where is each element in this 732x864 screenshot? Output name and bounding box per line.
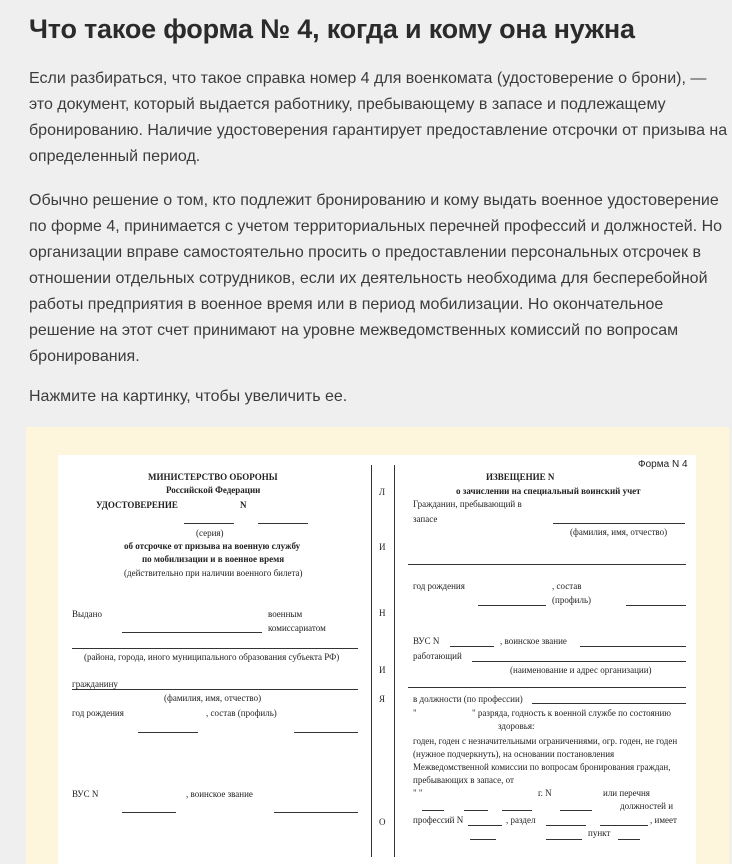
validity-note: (действительно при наличии военного билета) [124, 568, 303, 578]
right-composition-line [626, 605, 686, 606]
article-title: Что такое форма № 4, когда и кому она нужна [29, 14, 635, 44]
reserve-label: запасе [413, 514, 438, 524]
professions-label: профессий N [413, 815, 464, 825]
right-rank-label: , воинское звание [500, 636, 567, 646]
rank-label: , воинское звание [186, 789, 253, 799]
org-caption: (наименование и адрес организации) [510, 665, 652, 675]
vus-line [122, 812, 176, 813]
cut-letter-5: Я [379, 694, 386, 704]
right-profile-caption: (профиль) [552, 595, 592, 605]
category-label: " разряда, годность к военной службе по состоянию [472, 708, 672, 718]
commission-label: Межведомственной комиссии по вопросам бронирования граждан, [413, 762, 671, 772]
has-line [600, 825, 648, 826]
issued-line [122, 632, 262, 633]
paragraph-intro: Если разбираться, что такое справка номер 4 для военкомата (удостоверение о брони), — это документ, который выдается работнику, пребывающему в запасе и подлежащему бронированию. Наличие удостоверения гарантирует предоставление отсрочки от призыва на определенный период. [29, 70, 728, 165]
position-line [532, 703, 686, 704]
section-sub-line [546, 839, 582, 840]
right-birth-year-label: год рождения [413, 581, 465, 591]
region-caption: (района, города, иного муниципального образования субъекта РФ) [84, 652, 340, 662]
org-line [408, 687, 686, 688]
item-line [618, 839, 640, 840]
citizen-line [72, 689, 358, 690]
fit-options: годен, годен с незначительными ограничениями, огр. годен, не годен [413, 736, 678, 746]
right-rank-line [580, 646, 686, 647]
commissariat-label: комиссариатом [268, 623, 326, 633]
rank-line [274, 812, 358, 813]
cut-letter-6: О [379, 817, 386, 827]
issued-label: Выдано [72, 609, 102, 619]
composition-label: , состав (профиль) [206, 708, 277, 718]
section-label: , раздел [506, 815, 536, 825]
list-label: или перечня [603, 788, 650, 798]
composition-line [294, 732, 358, 733]
right-composition-label: , состав [552, 581, 582, 591]
right-vus-line [450, 646, 494, 647]
certificate-number-label: N [240, 500, 247, 510]
year-number-label: г. N [538, 788, 552, 798]
right-birth-year-line [478, 605, 546, 606]
birth-year-label: год рождения [72, 708, 124, 718]
category-open-quote: " [413, 708, 417, 718]
citizen-reserve-label: Гражданин, пребывающий в [413, 499, 522, 509]
series-caption: (серия) [196, 528, 224, 538]
notice-subheading: о зачислении на специальный воинский учет [456, 486, 641, 496]
form-number: Форма N 4 [638, 459, 688, 470]
right-fio-caption: (фамилия, имя, отчество) [570, 527, 668, 537]
military-label: военным [268, 609, 303, 619]
vus-label: ВУС N [72, 789, 99, 799]
federation-heading: Российской Федерации [166, 485, 261, 495]
position-label: в должности (по профессии) [413, 694, 523, 704]
date-year-line [502, 810, 532, 811]
right-vus-label: ВУС N [413, 636, 440, 646]
deferral-line-1: об отсрочке от призыва на военную службу [124, 541, 301, 551]
in-reserve-label: пребывающих в запасе, от [413, 775, 514, 785]
cut-line-left [371, 465, 372, 857]
cut-line-right [394, 465, 395, 857]
item-label: пункт [588, 828, 611, 838]
decree-number-line [560, 810, 592, 811]
has-label: , имеет [650, 815, 677, 825]
date-quotes: " " [413, 788, 423, 798]
cut-letter-2: И [379, 542, 386, 552]
number-line [258, 523, 308, 524]
date-month-line [464, 810, 488, 811]
series-line [184, 523, 234, 524]
health-label: здоровья: [498, 721, 535, 731]
form-4-image[interactable] [58, 455, 696, 864]
deferral-line-2: по мобилизации и в военное время [142, 554, 285, 564]
section-line [546, 825, 586, 826]
citizen-label: гражданину [72, 679, 118, 689]
cut-letter-4: И [379, 665, 386, 675]
certificate-heading: УДОСТОВЕРЕНИЕ [96, 500, 178, 510]
paragraph-decision: Обычно решение о том, кто подлежит бронированию и кому выдать военное удостоверение по форме 4, принимается с учетом территориальных перечней профессий и должностей. Но организации вправе самостоятельно просить о предоставлении персональных отсрочек в отношении отдельных сотрудников, если их деятельность необходима для бесперебойной работы предприятия в военное время или в период мобилизации. Но окончательное решение на этот счет принимают на уровне межведомственных комиссий по вопросам бронирования. [29, 192, 723, 365]
ministry-heading: МИНИСТЕРСТВО ОБОРОНЫ [148, 472, 278, 482]
cut-letter-3: Н [379, 608, 386, 618]
region-line [72, 648, 358, 649]
working-label: работающий [413, 651, 462, 661]
date-day-line [422, 810, 444, 811]
working-line [472, 661, 686, 662]
right-fio-line [408, 564, 686, 565]
professions-sub-line [470, 839, 496, 840]
fio-caption: (фамилия, имя, отчество) [164, 693, 262, 703]
positions-label: должностей и [620, 801, 674, 811]
paragraph-click-hint: Нажмите на картинку, чтобы увеличить ее. [29, 388, 348, 405]
notice-heading: ИЗВЕЩЕНИЕ N [486, 472, 555, 482]
cut-letter-1: Л [379, 487, 386, 497]
reserve-line [553, 523, 685, 524]
birth-year-line [138, 732, 198, 733]
basis-label: (нужное подчеркнуть), на основании постановления [413, 749, 615, 759]
professions-line [468, 825, 502, 826]
